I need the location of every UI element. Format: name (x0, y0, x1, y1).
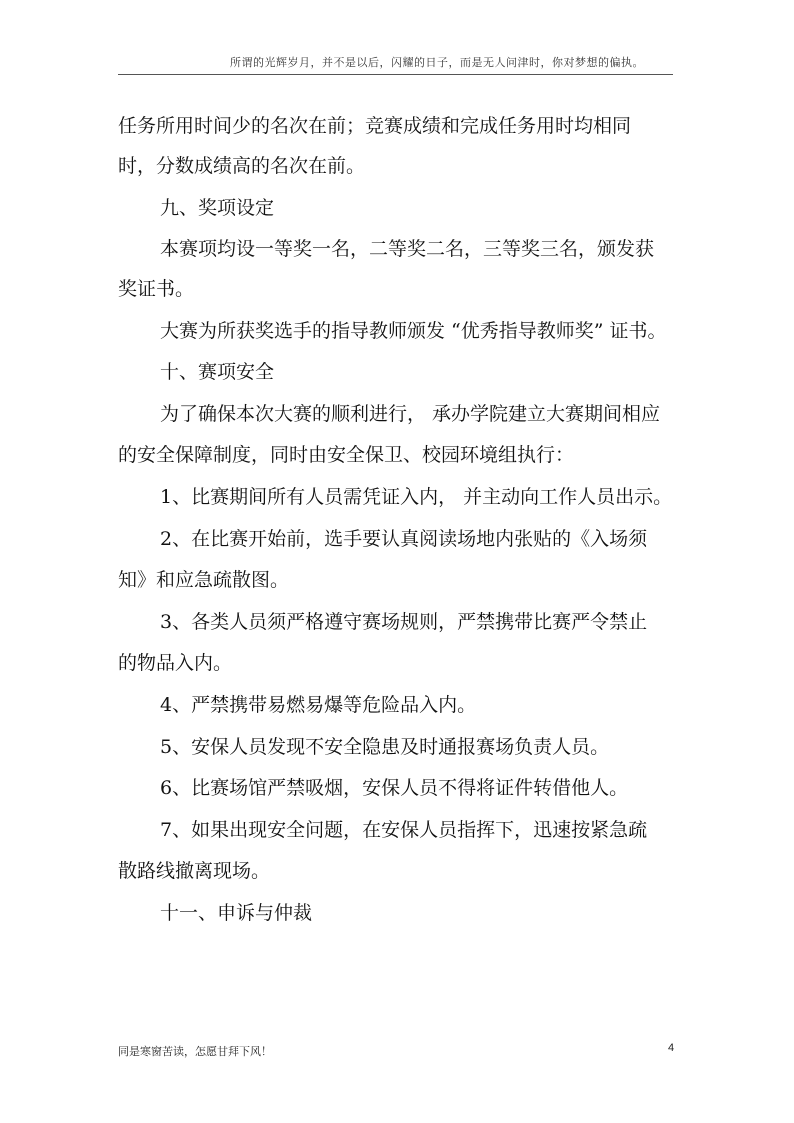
list-item-continuation: 知》和应急疏散图。 (118, 569, 290, 591)
body-line: 奖证书。 (118, 278, 195, 300)
section-heading-awards: 九、奖项设定 (160, 197, 275, 219)
body-line: 为了确保本次大赛的顺利进行， 承办学院建立大赛期间相应 (160, 403, 661, 425)
list-item-continuation: 散路线撤离现场。 (118, 860, 271, 882)
section-heading-appeals: 十一、申诉与仲裁 (160, 902, 313, 924)
body-line: 时，分数成绩高的名次在前。 (118, 155, 366, 177)
footer-slogan: 同是寒窗苦读，怎愿甘拜下风！ (118, 1045, 272, 1058)
list-item: 6、比赛场馆严禁吸烟，安保人员不得将证件转借他人。 (160, 777, 629, 799)
list-item: 7、如果出现安全问题，在安保人员指挥下，迅速按紧急疏 (160, 819, 648, 841)
header-motto: 所谓的光辉岁月，并不是以后，闪耀的日子，而是无人问津时，你对梦想的偏执。 (230, 56, 644, 69)
list-item: 1、比赛期间所有人员需凭证入内， 并主动向工作人员出示。 (160, 486, 673, 508)
body-line: 大赛为所获奖选手的指导教师颁发 “优秀指导教师奖” 证书。 (160, 320, 667, 342)
section-heading-safety: 十、赛项安全 (160, 361, 275, 383)
list-item: 5、安保人员发现不安全隐患及时通报赛场负责人员。 (160, 736, 610, 758)
list-item: 3、各类人员须严格遵守赛场规则，严禁携带比赛严令禁止 (160, 611, 648, 633)
body-line: 任务所用时间少的名次在前；竞赛成绩和完成任务用时均相同 (118, 115, 632, 137)
body-line: 的安全保障制度，同时由安全保卫、校园环境组执行： (118, 444, 575, 466)
list-item: 4、严禁携带易燃易爆等危险品入内。 (160, 694, 477, 716)
body-line: 本赛项均设一等奖一名，二等奖二名，三等奖三名，颁发获 (160, 238, 655, 260)
header-divider (118, 74, 673, 75)
list-item-continuation: 的物品入内。 (118, 652, 233, 674)
page-number: 4 (668, 1042, 675, 1054)
list-item: 2、在比赛开始前，选手要认真阅读场地内张贴的《入场须 (160, 528, 648, 550)
